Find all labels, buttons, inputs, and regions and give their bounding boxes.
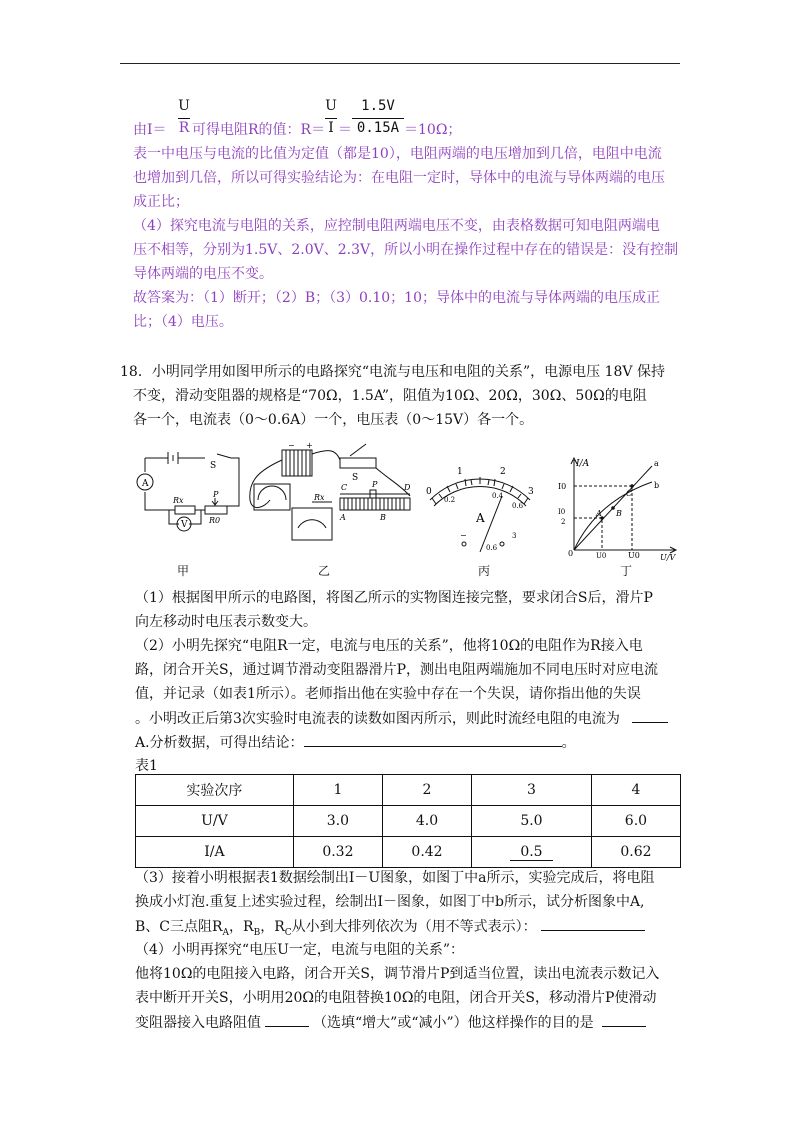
part3-line-b: 换成小灯泡.重复上述实验过程，绘制出I－图象，如图丁中b所示，试分析图象中A, bbox=[135, 894, 645, 910]
ding-i0-half-num: I0 bbox=[558, 508, 566, 516]
answer-line-9: 比；（4）电压。 bbox=[133, 314, 233, 330]
bing-tick-04: 0.4 bbox=[492, 492, 504, 500]
question-line-1: 18．小明同学用如图甲所示的电路探究“电流与电压和电阻的关系”，电源电压 18V 保持 bbox=[120, 364, 665, 380]
yi-c-label: C bbox=[341, 483, 348, 492]
figure-yi-apparatus bbox=[240, 440, 425, 550]
caption-bing: 丙 bbox=[478, 564, 491, 578]
yi-d-label: D bbox=[404, 483, 411, 492]
table-cell: 2 bbox=[382, 775, 471, 806]
bing-tick-3: 3 bbox=[528, 487, 534, 497]
yi-p-label: P bbox=[372, 480, 378, 489]
bing-unit: A bbox=[476, 511, 485, 525]
blank-purpose[interactable] bbox=[602, 1012, 646, 1027]
ding-label-c: C bbox=[626, 489, 633, 498]
part2-line-a: （2）小明先探究“电阻R一定，电流与电压的关系”，他将10Ω的电阻作为R接入电 bbox=[135, 638, 643, 654]
ding-u0-half-num: U0 bbox=[596, 552, 607, 560]
part2-line-c: 值，并记录（如表1所示）。老师指出他在实验中存在一个失误，请你指出他的失误 bbox=[135, 686, 641, 702]
jia-ammeter-label: A bbox=[142, 479, 149, 489]
ding-i0-half-den: 2 bbox=[561, 518, 566, 526]
ding-xlabel: U/V bbox=[660, 553, 676, 562]
bing-tick-02: 0.2 bbox=[444, 496, 456, 504]
underlined-value: 0.5 bbox=[510, 844, 552, 861]
ding-origin: 0 bbox=[568, 549, 574, 558]
table-cell: I/A bbox=[136, 837, 294, 868]
part1-line-a: （1）根据图甲所示的电路图，将图乙所示的实物图连接完整，要求闭合S后，滑片P bbox=[135, 590, 653, 606]
part4-line-d: 变阻器接入电路阻值 （选填“增大”或“减小”）他这样操作的目的是 bbox=[135, 1012, 646, 1033]
yi-a-label: A bbox=[340, 513, 346, 522]
part2-line-b: 路，闭合开关S，通过调节滑动变阻器滑片P，测出电阻两端施加不同电压时对应电流 bbox=[135, 662, 659, 678]
table-cell: 0.62 bbox=[591, 837, 680, 868]
table-row bbox=[136, 806, 681, 837]
ding-point-b bbox=[611, 506, 615, 510]
answer-line-5: （4）探究电流与电阻的关系，应控制电阻两端电压不变，由表格数据可知电阻两端电 bbox=[133, 218, 660, 234]
formula-mid: 可得电阻R的值：R＝ bbox=[192, 122, 326, 138]
data-table bbox=[135, 774, 681, 868]
part3-line-c: B、C三点阻$R_A$，$R_B$，$R_C$从小到大排列依次为（用不等式表示）： bbox=[135, 916, 645, 943]
table-cell: 3 bbox=[472, 775, 592, 806]
table-row bbox=[136, 837, 681, 868]
table-cell: 6.0 bbox=[591, 806, 680, 837]
bing-tick-0: 0 bbox=[426, 487, 432, 497]
answer-line-4: 成正比； bbox=[133, 194, 189, 210]
bing-terminal: 0.6 bbox=[486, 544, 498, 552]
caption-yi: 乙 bbox=[318, 564, 331, 578]
table-cell: 1 bbox=[293, 775, 382, 806]
ding-ylabel: I/A bbox=[576, 459, 590, 469]
table-cell: 5.0 bbox=[472, 806, 592, 837]
bing-minus: − bbox=[460, 531, 467, 540]
table-cell: 实验次序 bbox=[136, 775, 294, 806]
answer-line-8: 故答案为：（1）断开；（2）B；（3）0.10；10；导体中的电流与导体两端的电压成正 bbox=[133, 290, 660, 306]
ding-i0: I0 bbox=[558, 482, 567, 491]
table-title: 表1 bbox=[135, 758, 158, 774]
figure-bing-ammeter bbox=[420, 458, 540, 558]
bing-terminal-3: 3 bbox=[512, 532, 517, 540]
table-cell: 4 bbox=[591, 775, 680, 806]
part4-line-b: 他将10Ω的电阻接入电路，闭合开关S，调节滑片P到适当位置，读出电流表示数记入 bbox=[135, 966, 660, 982]
figure-ding-graph bbox=[552, 456, 682, 562]
bing-tick-06: 0.6 bbox=[512, 502, 524, 510]
part2-line-e: A.分析数据，可得出结论： 。 bbox=[135, 732, 576, 753]
blank-inequality[interactable] bbox=[541, 916, 645, 931]
ding-u0: U0 bbox=[628, 551, 640, 560]
yi-plus-label: + bbox=[306, 441, 313, 450]
caption-ding: 丁 bbox=[620, 564, 633, 578]
figure-jia-circuit bbox=[133, 448, 243, 538]
table-cell: U/V bbox=[136, 806, 294, 837]
jia-r0-label: R0 bbox=[209, 516, 221, 525]
table-cell: 0.32 bbox=[293, 837, 382, 868]
table-cell: 3.0 bbox=[293, 806, 382, 837]
part4-line-a: （4）小明再探究“电压U一定，电流与电阻的关系”： bbox=[135, 942, 465, 958]
table-cell bbox=[472, 837, 592, 868]
formula-eq: ＝ bbox=[338, 122, 352, 138]
jia-switch-label: S bbox=[210, 461, 217, 471]
formula-prefix: 由I＝ bbox=[133, 122, 167, 138]
part1-line-b: 向左移动时电压表示数变大。 bbox=[135, 614, 317, 630]
jia-rx-label: Rx bbox=[173, 496, 184, 505]
table-cell: 4.0 bbox=[382, 806, 471, 837]
jia-p-label: P bbox=[213, 490, 219, 499]
bing-tick-1: 1 bbox=[457, 467, 463, 477]
formula-result: ＝10Ω； bbox=[404, 122, 462, 138]
yi-minus-label: − bbox=[288, 441, 295, 450]
jia-voltmeter-label: V bbox=[181, 520, 188, 530]
header-rule bbox=[120, 63, 680, 64]
question-line-3: 各一个，电流表（0～0.6A）一个，电压表（0～15V）各一个。 bbox=[133, 412, 534, 428]
answer-line-6: 压不相等，分别为1.5V、2.0V、2.3V，所以小明在操作过程中存在的错误是：没有控制 bbox=[133, 242, 679, 258]
ding-label-b: B bbox=[616, 509, 622, 518]
blank-current[interactable] bbox=[632, 708, 668, 723]
ding-point-c bbox=[630, 484, 634, 488]
yi-rx-label: Rx bbox=[314, 493, 325, 502]
answer-line-3: 也增加到几倍，所以可得实验结论为：在电阻一定时，导体中的电流与导体两端的电压 bbox=[133, 170, 665, 186]
answer-line-7: 导体两端的电压不变。 bbox=[133, 266, 273, 282]
caption-jia: 甲 bbox=[177, 564, 190, 578]
answer-line-2: 表一中电压与电流的比值为定值（都是10），电阻两端的电压增加到几倍，电阻中电流 bbox=[133, 146, 662, 162]
part4-line-c: 表中断开开关S，小明用20Ω的电阻替换10Ω的电阻，闭合开关S，移动滑片P使滑动 bbox=[135, 990, 657, 1006]
bing-tick-2: 2 bbox=[500, 467, 506, 477]
question-line-2: 不变，滑动变阻器的规格是“70Ω，1.5A”，阻值为10Ω、20Ω，30Ω、50Ω的电阻 bbox=[133, 388, 647, 404]
part2-line-d: 。小明改正后第3次实验时电流表的读数如图丙所示，则此时流经电阻的电流为 bbox=[135, 708, 668, 729]
yi-switch-label: S bbox=[352, 473, 359, 483]
blank-conclusion[interactable] bbox=[304, 732, 562, 747]
table-row bbox=[136, 775, 681, 806]
ding-curve-b: b bbox=[654, 481, 660, 490]
ding-curve-a: a bbox=[654, 459, 659, 468]
table-cell: 0.42 bbox=[382, 837, 471, 868]
blank-increase-decrease[interactable] bbox=[265, 1012, 309, 1027]
part3-line-a: （3）接着小明根据表1数据绘制出I－U图象，如图丁中a所示，实验完成后，将电阻 bbox=[135, 870, 655, 886]
ding-label-a: A bbox=[596, 509, 602, 518]
yi-b-label: B bbox=[380, 513, 386, 522]
